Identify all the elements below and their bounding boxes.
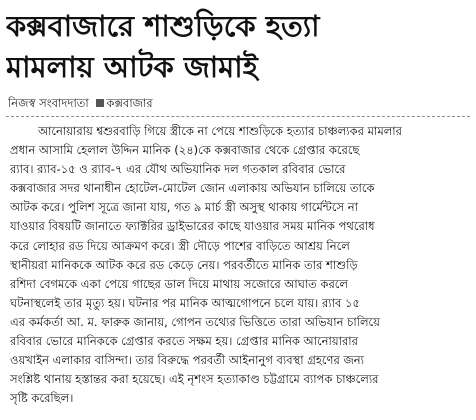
byline [8, 95, 153, 111]
body-line: আটক করে। পুলিশ সূত্রে জানা যায়, গত ৯ মার্চ স্ত্রী অসুস্থ থাকায় গার্মেন্টসে না [10, 200, 358, 215]
byline-reporter: নিজস্ব সংবাদদাতা [8, 96, 89, 110]
body-line: রশিদা বেগমকে একা পেয়ে গাছের ডাল দিয়ে মাথায় সজোরে আঘাত করলে [10, 276, 348, 291]
body-line: সংশ্লিষ্ট থানায় হস্তান্তর করা হয়েছে। এই নৃশংস হত্যাকাণ্ড চট্টগ্রামে ব্যাপক চাঞ্চল্যের [10, 372, 379, 387]
body-line: ওয়খাইন এলাকার বাসিন্দা। তার বিরুদ্ধে পরবর্তী আইনানুগ ব্যবস্থা গ্রহণের জন্য [10, 353, 364, 368]
body-line: কক্সবাজার সদর থানাধীন হোটেল-মোটেল জোন এলাকায় অভিযান চালিয়ে তাকে [10, 181, 375, 196]
byline-location: কক্সবাজার [106, 96, 153, 110]
body-line: র‌্যাব। র‌্যাব-১৫ ও র‌্যাব-৭ এর যৌথ অভিযানিক দল গতকাল রবিবার ভোরে [10, 162, 346, 177]
body-line: সৃষ্টি করেছিল। [10, 391, 74, 406]
body-line: যাওয়ার বিষয়টি জানাতে ফ্যাক্টরির ড্রাইভারের কাছে যাওয়ার সময় মানিক পথরোধ [10, 219, 375, 234]
body-line: আনোয়ারায় শ্বশুরবাড়ি গিয়ে স্ত্রীকে না পেয়ে শাশুড়িকে হত্যার চাঞ্চল্যকর মামলার [38, 124, 402, 138]
headline [6, 6, 472, 88]
body-line: রবিবার ভোরে মানিককে গ্রেপ্তার করতে সক্ষম হয়। গ্রেপ্তার মানিক আনোয়ারার [10, 334, 358, 349]
body-line: ঘটনাস্থলেই তার মৃত্যু হয়। ঘটনার পর মানিক আত্মগোপনে চলে যায়। র‌্যাব ১৫ [10, 295, 360, 310]
byline-square-icon [96, 99, 104, 107]
body-line: স্থানীয়রা মানিককে আটক করে রড কেড়ে নেয়। পরবর্তীতে মানিক তার শাশুড়ি [10, 257, 358, 272]
headline-line-1: কক্সবাজারে শাশুড়িকে হত্যা [6, 9, 320, 43]
body-line: করে লোহার রড দিয়ে আক্রমণ করে। স্ত্রী দৌড়ে পাশের বাড়িতে আশ্রয় নিলে [10, 238, 350, 253]
separator-rule [6, 116, 470, 117]
article-body [10, 122, 470, 408]
body-line: প্রধান আসামি হেলাল উদ্দিন মানিক (২৪)কে কক্সবাজার থেকে গ্রেপ্তার করেছে [10, 143, 360, 158]
headline-line-2: মামলায় আটক জামাই [6, 50, 258, 84]
body-line: এর কর্মকর্তা আ. ম. ফারুক জানায়, গোপন তথ্যের ভিত্তিতে তারা অভিযান চালিয়ে [10, 314, 380, 329]
